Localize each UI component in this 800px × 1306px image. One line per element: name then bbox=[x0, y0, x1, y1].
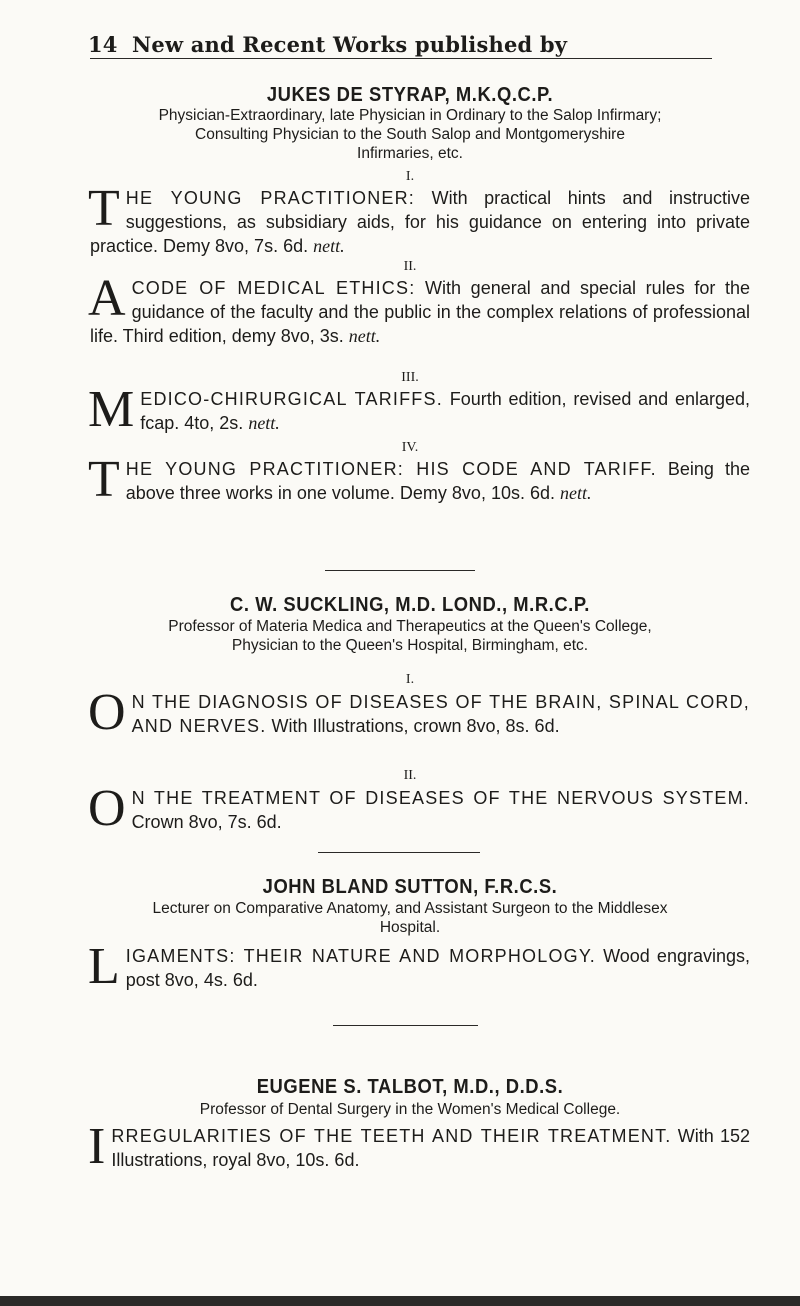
work-numeral: III. bbox=[401, 370, 419, 385]
work-description: With 152 Illustrations, royal 8vo, 10s. 6d. bbox=[111, 1126, 750, 1170]
credential-line: Hospital. bbox=[379, 919, 441, 936]
running-head-title: New and Recent Works published by bbox=[132, 32, 568, 57]
work-numeral: II. bbox=[403, 768, 417, 783]
author-credentials bbox=[70, 1100, 750, 1119]
work-description: Crown 8vo, 7s. 6d. bbox=[131, 812, 282, 832]
work-entry bbox=[88, 381, 751, 438]
work-numeral: I. bbox=[405, 169, 415, 184]
credential-line: Professor of Materia Medica and Therapeutics at the Queen's College, bbox=[168, 618, 652, 635]
work-entry bbox=[88, 780, 750, 837]
drop-initial: M bbox=[88, 381, 135, 438]
author-credentials bbox=[70, 106, 750, 163]
credential-line: Physician to the Queen's Hospital, Birmingham, etc. bbox=[231, 637, 589, 654]
work-title: CODE OF MEDICAL ETHICS: bbox=[131, 278, 416, 298]
drop-initial: O bbox=[88, 684, 126, 741]
work-price-suffix: nett. bbox=[313, 236, 345, 256]
section-divider bbox=[318, 852, 480, 853]
work-title: RREGULARITIES OF THE TEETH AND THEIR TREATMENT. bbox=[111, 1126, 672, 1146]
credential-line: Consulting Physician to the South Salop and Montgomeryshire bbox=[195, 126, 625, 143]
author-name: C. W. SUCKLING, M.D. LOND., M.R.C.P. bbox=[230, 594, 590, 616]
credential-line: Professor of Dental Surgery in the Women's Medical College. bbox=[199, 1101, 621, 1118]
drop-initial: L bbox=[88, 938, 120, 995]
work-entry bbox=[88, 451, 750, 508]
work-entry bbox=[88, 180, 750, 258]
credential-line: Lecturer on Comparative Anatomy, and Assistant Surgeon to the Middlesex bbox=[152, 900, 668, 917]
author-name: JOHN BLAND SUTTON, F.R.C.S. bbox=[262, 876, 558, 898]
work-description: With Illustrations, crown 8vo, 8s. 6d. bbox=[266, 716, 560, 736]
work-description: Being the above three works in one volume. Demy 8vo, 10s. 6d. bbox=[125, 459, 750, 503]
work-title: HE YOUNG PRACTITIONER: HIS CODE AND TARIFF. bbox=[125, 459, 657, 479]
work-numeral: IV. bbox=[401, 440, 419, 455]
drop-initial: A bbox=[88, 270, 126, 327]
author-credentials bbox=[70, 617, 750, 655]
credential-line: Physician-Extraordinary, late Physician in Ordinary to the Salop Infirmary; bbox=[158, 107, 662, 124]
header-rule bbox=[90, 58, 712, 59]
drop-initial: T bbox=[88, 180, 120, 237]
work-numeral: I. bbox=[405, 672, 415, 687]
credential-line: Infirmaries, etc. bbox=[357, 145, 463, 162]
work-numeral: II. bbox=[403, 259, 417, 274]
author-name: EUGENE S. TALBOT, M.D., D.D.S. bbox=[256, 1076, 564, 1098]
work-price-suffix: nett. bbox=[348, 326, 381, 346]
work-entry bbox=[88, 938, 750, 995]
author-name: JUKES DE STYRAP, M.K.Q.C.P. bbox=[266, 84, 554, 106]
work-description: With general and special rules for the guidance of the faculty and the public in the complex relations of professional life. Third edition, demy 8vo, 3s. bbox=[90, 278, 750, 346]
running-head bbox=[88, 32, 708, 57]
work-entry bbox=[88, 1118, 750, 1175]
page-number: 14 bbox=[88, 32, 118, 57]
drop-initial: I bbox=[88, 1118, 106, 1175]
work-description: With practical hints and instructive suggestions, as subsidiary aids, for his guidance on entering into private practice. Demy 8vo, 7s. 6d. bbox=[90, 188, 750, 256]
section-divider bbox=[325, 570, 475, 571]
work-description: Wood engravings, post 8vo, 4s. 6d. bbox=[125, 946, 750, 990]
work-price-suffix: nett. bbox=[560, 483, 592, 503]
work-description: Fourth edition, revised and enlarged, fcap. 4to, 2s. bbox=[140, 389, 751, 433]
work-price-suffix: nett. bbox=[248, 413, 280, 433]
work-title: N THE TREATMENT OF DISEASES OF THE NERVOUS SYSTEM. bbox=[131, 788, 750, 808]
drop-initial: O bbox=[88, 780, 126, 837]
work-title: N THE DIAGNOSIS OF DISEASES OF THE BRAIN, SPINAL CORD, AND NERVES. bbox=[131, 692, 750, 736]
author-credentials bbox=[70, 899, 750, 937]
page-edge-bar bbox=[0, 1296, 800, 1306]
section-divider bbox=[333, 1025, 478, 1026]
work-title: IGAMENTS: THEIR NATURE AND MORPHOLOGY. bbox=[125, 946, 596, 966]
work-title: HE YOUNG PRACTITIONER: bbox=[125, 188, 416, 208]
work-entry bbox=[88, 684, 750, 741]
work-title: EDICO-CHIRURGICAL TARIFFS. bbox=[140, 389, 443, 409]
drop-initial: T bbox=[88, 451, 120, 508]
work-entry bbox=[88, 270, 750, 348]
